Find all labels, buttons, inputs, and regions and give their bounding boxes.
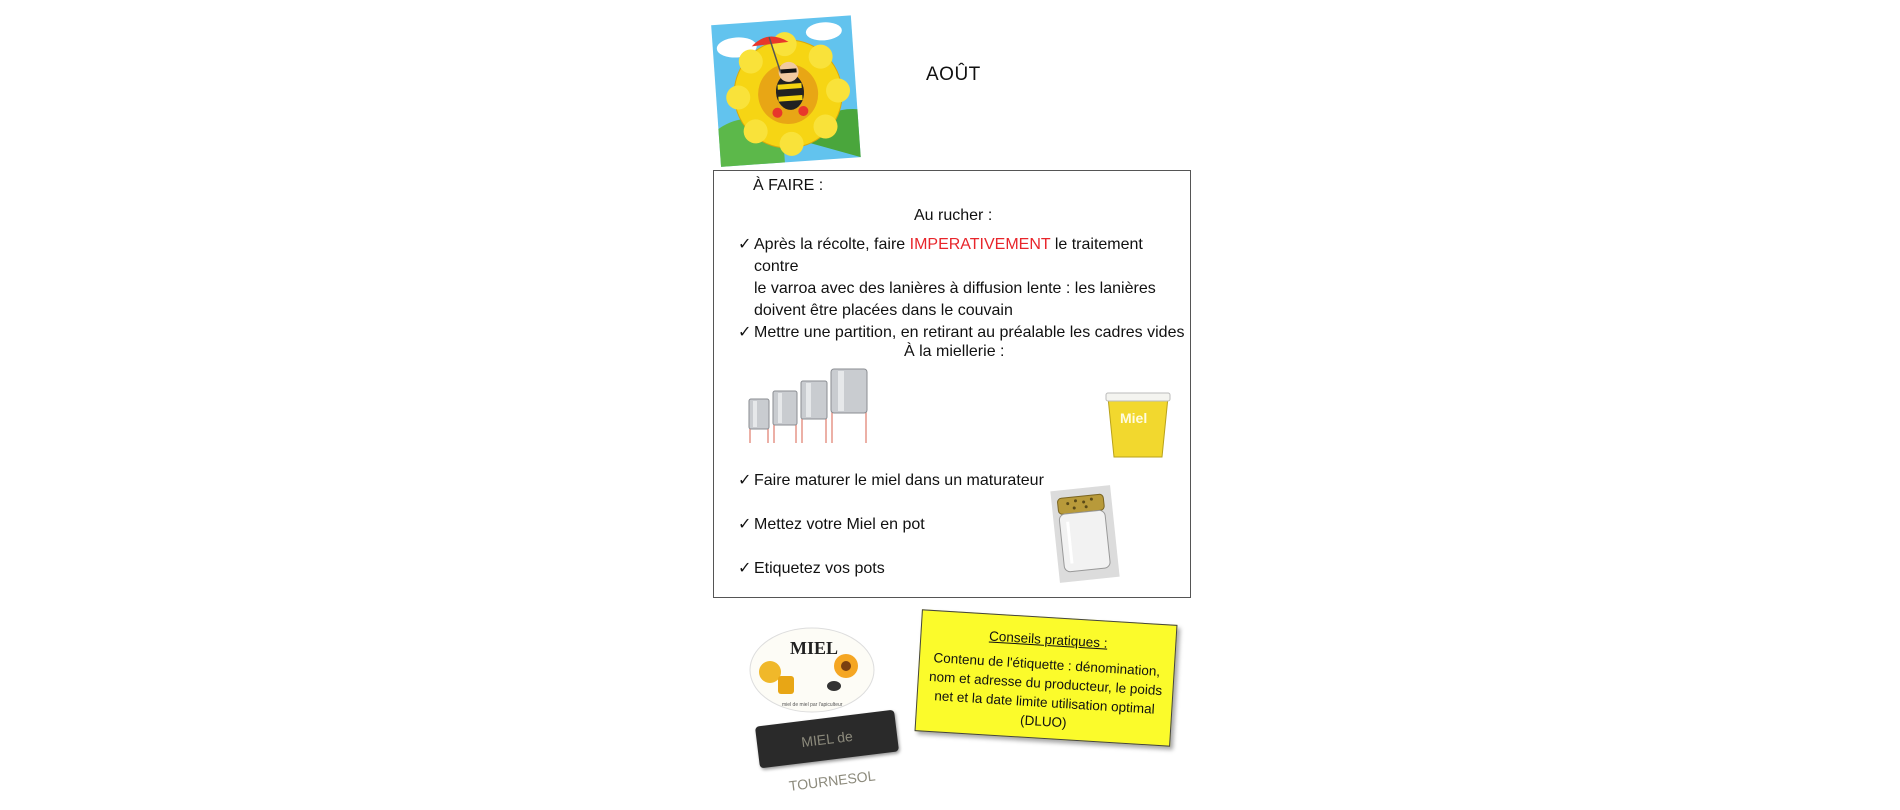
sunflower-bee-illustration <box>710 14 866 170</box>
todo-heading: À FAIRE : <box>753 177 824 194</box>
check-icon: ✓ <box>738 560 752 577</box>
tips-body: Contenu de l'étiquette : dénomination, nom et adresse du producteur, le poids net et la date limite utilisation optimal (DLUO) <box>928 650 1163 731</box>
honeyhouse-item-label: Etiquetez vos pots <box>754 560 885 577</box>
month-title: AOÛT <box>926 64 981 85</box>
honeyhouse-heading: À la miellerie : <box>904 343 1005 360</box>
tournesol-label-plate: MIEL de TOURNESOL <box>755 710 899 769</box>
check-icon: ✓ <box>738 516 752 533</box>
todo-box <box>713 170 1191 598</box>
honeyhouse-item-mature: Faire maturer le miel dans un maturateur <box>754 472 1044 489</box>
honeyhouse-item-jar: Mettez votre Miel en pot <box>754 516 925 533</box>
emphasis-text: IMPERATIVEMENT <box>909 236 1051 253</box>
apiary-heading: Au rucher : <box>914 207 993 224</box>
bucket-label: Miel <box>1120 410 1148 426</box>
sticker-small-text: miel de miel par l'apiculteur <box>782 702 843 708</box>
sticker-title: MIEL <box>790 638 839 658</box>
miel-sticker-image <box>748 626 876 714</box>
apiary-item-partition: Mettre une partition, en retirant au préalable les cadres vides <box>754 324 1185 341</box>
item-text: doivent être placées dans le couvain <box>754 302 1013 319</box>
item-text: le varroa avec des lanières à diffusion lente : les lanières <box>754 280 1156 297</box>
check-icon: ✓ <box>738 236 752 253</box>
practical-tips-note <box>915 609 1178 746</box>
tips-heading: Conseils pratiques : <box>988 628 1108 651</box>
item-text: Après la récolte, faire <box>754 236 910 253</box>
honey-bucket-image <box>1104 389 1172 461</box>
check-icon: ✓ <box>738 324 752 341</box>
maturator-tanks-image <box>744 365 874 447</box>
apiary-item-varroa <box>754 234 1190 322</box>
check-icon: ✓ <box>738 472 752 489</box>
glass-jar-image <box>1049 484 1121 584</box>
item-text: le traitement contre <box>754 236 1143 275</box>
